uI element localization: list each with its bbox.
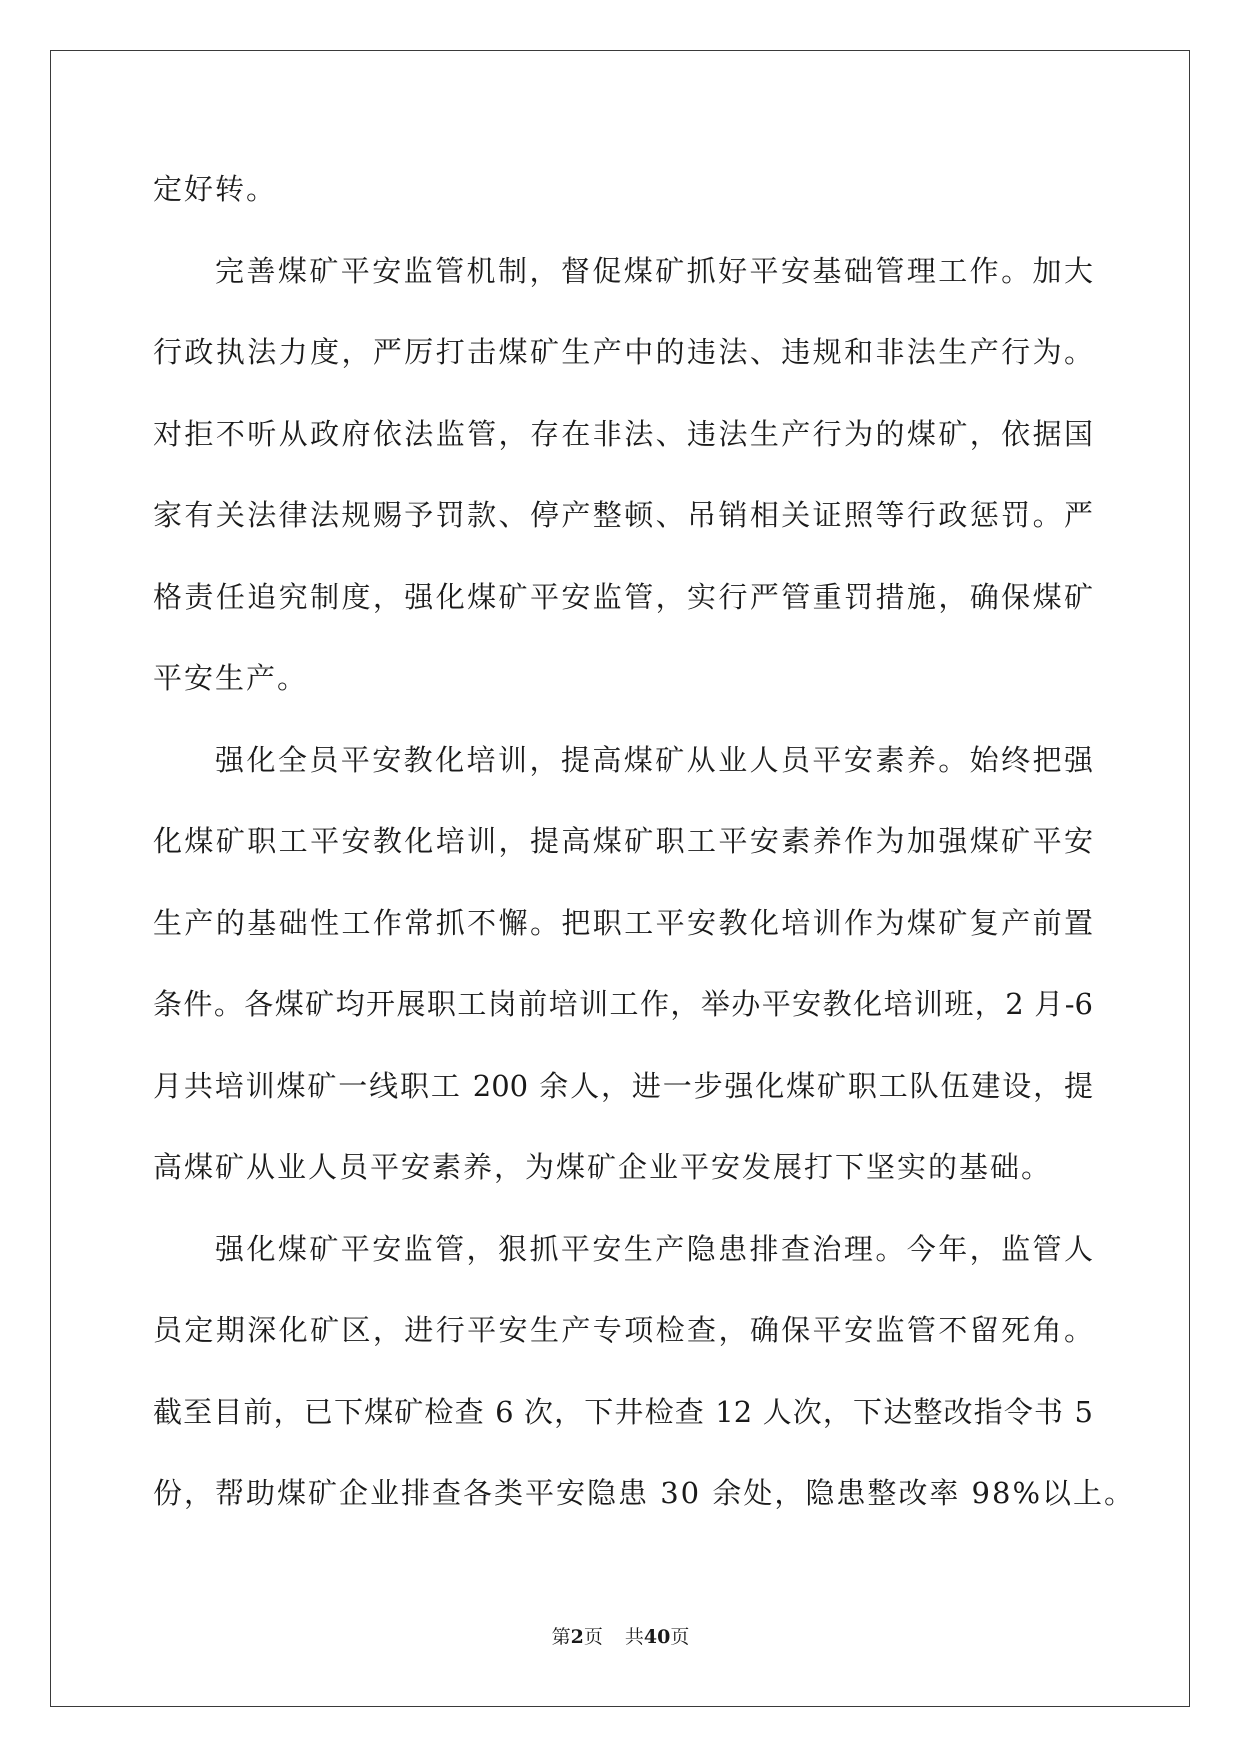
text-line: 月共培训煤矿一线职工 200 余人，进一步强化煤矿职工队伍建设，提	[153, 1068, 1093, 1103]
text-line: 家有关法律法规赐予罚款、停产整顿、吊销相关证照等行政惩罚。严	[153, 498, 1093, 532]
paragraph-first-line: 强化全员平安教化培训，提高煤矿从业人员平安素养。始终把强	[215, 742, 1093, 777]
page-footer	[0, 1622, 1241, 1652]
text-line: 高煤矿从业人员平安素养，为煤矿企业平安发展打下坚实的基础。	[153, 1150, 1053, 1184]
document-body	[153, 149, 1136, 1535]
page-number: 2	[570, 1626, 584, 1648]
text-line: 平安生产。	[153, 661, 309, 695]
text-line: 份，帮助煤矿企业排查各类平安隐患 30 余处，隐患整改率 98%以上。	[153, 1476, 1136, 1510]
text-line: 截至目前，已下煤矿检查 6 次，下井检查 12 人次，下达整改指令书 5	[153, 1394, 1093, 1429]
text-line: 行政执法力度，严厉打击煤矿生产中的违法、违规和非法生产行为。	[153, 335, 1093, 369]
text-line: 员定期深化矿区，进行平安生产专项检查，确保平安监管不留死角。	[153, 1313, 1093, 1347]
text-line: 条件。各煤矿均开展职工岗前培训工作，举办平安教化培训班，2 月-6	[153, 987, 1093, 1021]
text-line: 生产的基础性工作常抓不懈。把职工平安教化培训作为煤矿复产前置	[153, 905, 1093, 940]
text-line: 定好转。	[153, 172, 278, 206]
text-line: 对拒不听从政府依法监管，存在非法、违法生产行为的煤矿，依据国	[153, 416, 1093, 451]
total-pages-indicator	[625, 1626, 689, 1648]
paragraph-first-line: 强化煤矿平安监管，狠抓平安生产隐患排查治理。今年，监管人	[215, 1231, 1093, 1266]
page-indicator	[552, 1626, 603, 1648]
text-line: 格责任追究制度，强化煤矿平安监管，实行严管重罚措施，确保煤矿	[153, 579, 1093, 614]
total-page-count: 40	[643, 1626, 671, 1648]
page-suffix: 页	[583, 1626, 603, 1648]
paragraph-first-line: 完善煤矿平安监管机制，督促煤矿抓好平安基础管理工作。加大	[215, 253, 1093, 288]
page-prefix: 第	[551, 1626, 571, 1648]
total-suffix: 页	[670, 1626, 690, 1648]
text-line: 化煤矿职工平安教化培训，提高煤矿职工平安素养作为加强煤矿平安	[153, 824, 1093, 858]
total-prefix: 共	[624, 1626, 644, 1648]
